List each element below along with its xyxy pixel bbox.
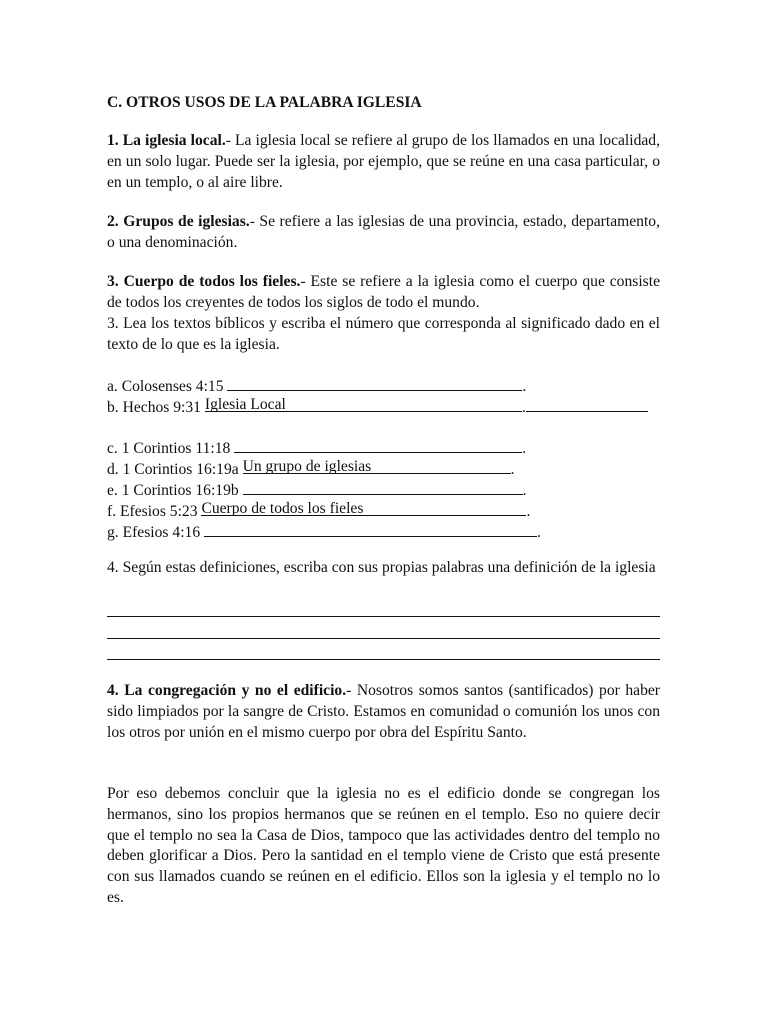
term-label: 1. La iglesia local. bbox=[107, 132, 226, 149]
bible-reference: f. Efesios 5:23 bbox=[107, 503, 198, 520]
writing-line-3[interactable] bbox=[107, 659, 660, 660]
paragraph-text: - La iglesia local se refiere al grupo de los llamados en una localidad, en un solo lugar. Puede ser la iglesia, por ejemplo, que se reúne en una casa particular, o en un templo, o al aire libre. bbox=[107, 132, 660, 191]
answer-text: Cuerpo de todos los fieles bbox=[201, 500, 364, 516]
answer-blank[interactable] bbox=[227, 374, 522, 391]
answer-field[interactable] bbox=[201, 499, 526, 516]
writing-line-1[interactable] bbox=[107, 616, 660, 617]
term-label: 2. Grupos de iglesias. bbox=[107, 213, 250, 230]
exercise-item-g: g. Efesios 4:16 . bbox=[107, 520, 541, 541]
paragraph-grupos-iglesias bbox=[107, 212, 660, 254]
exercise-item-d: d. 1 Corintios 16:19a Un grupo de iglesias . bbox=[107, 458, 515, 478]
question-4-prompt: 4. Según estas definiciones, escriba con sus propias palabras una definición de la iglesia bbox=[107, 559, 656, 576]
bible-reference: e. 1 Corintios 16:19b bbox=[107, 482, 239, 499]
answer-text: Iglesia Local bbox=[204, 396, 286, 412]
bible-reference: b. Hechos 9:31 bbox=[107, 399, 201, 416]
answer-blank[interactable] bbox=[234, 436, 522, 453]
paragraph-text: - Se refiere a las iglesias de una provincia, estado, departamento, o una denominación. bbox=[107, 213, 661, 251]
answer-blank[interactable] bbox=[204, 520, 537, 537]
answer-text: Un grupo de iglesias bbox=[242, 458, 372, 474]
paragraph-cuerpo-fieles bbox=[107, 272, 660, 314]
exercise-item-f: f. Efesios 5:23 Cuerpo de todos los fieles . bbox=[107, 500, 531, 520]
bible-reference: c. 1 Corintios 11:18 bbox=[107, 440, 231, 457]
paragraph-congregacion bbox=[107, 681, 660, 743]
paragraph-text: - Este se refiere a la iglesia como el cuerpo que consiste de todos los creyentes de todos los siglos de todo el mundo. bbox=[107, 273, 661, 311]
exercise-item-a: a. Colosenses 4:15 . bbox=[107, 374, 526, 395]
answer-blank-extension bbox=[526, 395, 648, 412]
bible-reference: a. Colosenses 4:15 bbox=[107, 378, 224, 395]
paragraph-text: - Nosotros somos santos (santificados) por haber sido limpiados por la sangre de Cristo. Estamos en comunidad o comunión los unos con los otros por unión en el mismo cuerpo por obra del Espíritu Santo. bbox=[107, 682, 660, 741]
section-heading: C. OTROS USOS DE LA PALABRA IGLESIA bbox=[107, 94, 422, 111]
answer-field[interactable] bbox=[205, 395, 522, 412]
answer-blank[interactable] bbox=[243, 478, 523, 495]
writing-line-2[interactable] bbox=[107, 638, 660, 639]
answer-field[interactable] bbox=[243, 457, 511, 474]
term-label: 3. Cuerpo de todos los fieles. bbox=[107, 273, 301, 290]
exercise-item-c: c. 1 Corintios 11:18 . bbox=[107, 436, 526, 457]
bible-reference: d. 1 Corintios 16:19a bbox=[107, 461, 239, 478]
exercise-item-e: e. 1 Corintios 16:19b . bbox=[107, 478, 527, 499]
exercise-item-b: b. Hechos 9:31 Iglesia Local . bbox=[107, 395, 648, 416]
paragraph-iglesia-local bbox=[107, 131, 660, 193]
term-label: 4. La congregación y no el edificio. bbox=[107, 682, 347, 699]
exercise-instructions: 3. Lea los textos bíblicos y escriba el número que corresponda al significado dado en el texto de lo que es la iglesia. bbox=[107, 315, 660, 353]
bible-reference: g. Efesios 4:16 bbox=[107, 524, 201, 541]
paragraph-conclusion: Por eso debemos concluir que la iglesia no es el edificio donde se congregan los hermanos, sino los propios hermanos que se reúnen en el templo. Eso no quiere decir que el templo no sea la Casa de Dios, tampoco que las actividades dentro del templo no deben glorificar a Dios. Pero la santidad en el templo viene de Cristo que está presente con sus llamados cuando se reúnen en el edificio. Ellos son la iglesia y el templo no lo es. bbox=[107, 785, 660, 906]
